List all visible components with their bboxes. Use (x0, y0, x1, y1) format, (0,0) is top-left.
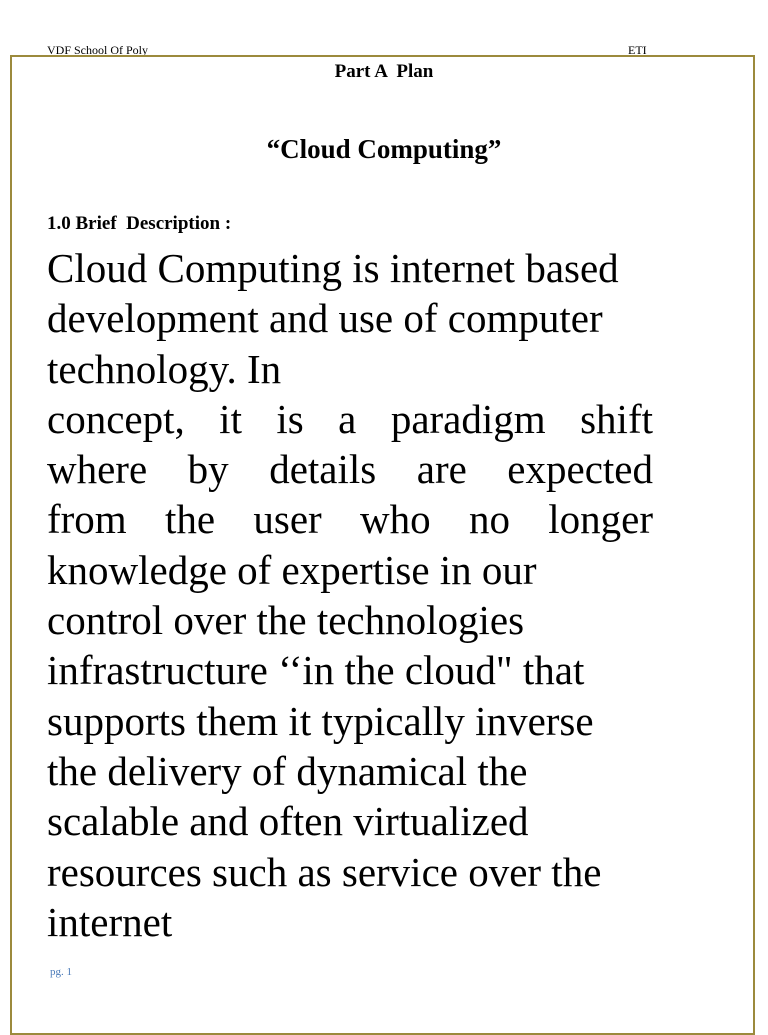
paragraph-line: internet (47, 898, 173, 945)
paragraph-line: Cloud Computing is internet based (47, 245, 619, 291)
part-title: Part A Plan (334, 61, 434, 82)
paragraph-line: supports them it typically inverse (47, 697, 594, 744)
paragraph-line: infrastructure ‘‘in the cloud" that (47, 647, 585, 694)
paragraph-line: development and use of computer (47, 295, 603, 342)
paragraph-line: where by details are expected (47, 446, 653, 493)
page-number: pg. 1 (50, 966, 72, 978)
document-title: “Cloud Computing” (266, 134, 502, 164)
paragraph-line: control over the technologies (47, 597, 525, 644)
description-paragraph (47, 243, 697, 947)
paragraph-line: the delivery of dynamical the (47, 747, 528, 794)
paragraph-line: resources such as service over the (47, 848, 602, 895)
paragraph-line: concept, it is a paradigm shift (47, 395, 653, 442)
header-school-name: VDF School Of Poly (47, 43, 149, 57)
section-heading: 1.0 Brief Description : (47, 213, 232, 234)
header-subject-code: ETI (628, 43, 647, 57)
paragraph-line: scalable and often virtualized (47, 798, 529, 845)
paragraph-line: from the user who no longer (47, 496, 653, 543)
paragraph-line: knowledge of expertise in our (47, 546, 537, 593)
paragraph-line: technology. In (47, 345, 282, 392)
